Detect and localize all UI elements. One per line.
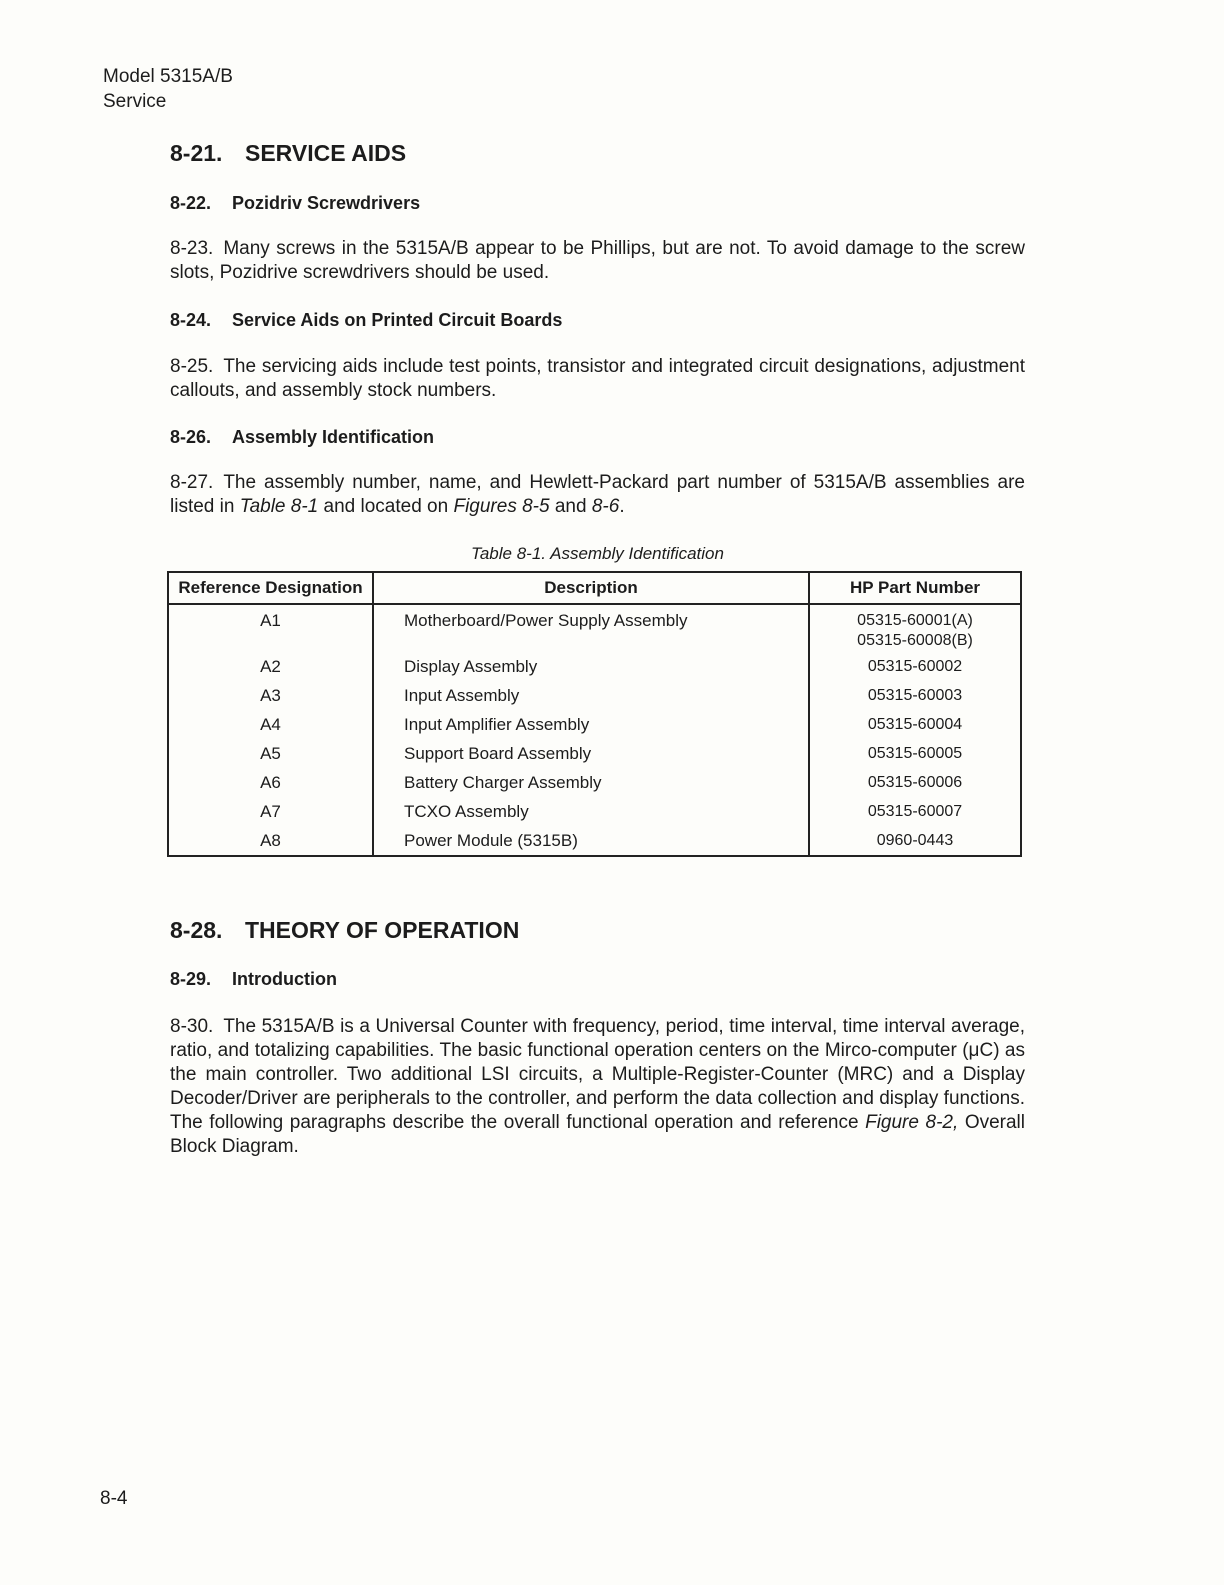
col-header-ref: Reference Designation [168,572,373,604]
cell-part: 0960-0443 [809,831,1021,856]
cell-ref: A6 [168,773,373,802]
table-row [168,831,1021,856]
table-row [168,657,1021,686]
running-header [103,64,233,114]
heading-service-aids-pcb: 8-24. Service Aids on Printed Circuit Boards [170,310,563,330]
heading-pozidriv-screwdrivers: 8-22. Pozidriv Screwdrivers [170,193,421,213]
cell-part: 05315-60006 [809,773,1021,802]
cell-ref: A4 [168,715,373,744]
table-caption: Table 8-1. Assembly Identification [471,544,724,563]
assembly-table [167,571,1022,857]
figure-reference: Figures 8-5 [453,496,550,517]
table-reference: Table 8-1 [239,496,319,517]
table-header-row [168,572,1021,604]
cell-desc: Input Assembly [373,686,809,715]
paragraph-8-25: 8-25. The servicing aids include test points, transistor and integrated circuit designations, adjustment callouts, and assembly stock numbers. [170,356,1025,401]
table-row [168,686,1021,715]
figure-reference: Figure 8-2, [865,1112,959,1133]
cell-part: 05315-60007 [809,802,1021,831]
cell-desc: Motherboard/Power Supply Assembly [373,604,809,657]
cell-part: 05315-60005 [809,744,1021,773]
cell-ref: A8 [168,831,373,856]
heading-assembly-identification: 8-26. Assembly Identification [170,427,435,447]
cell-part: 05315-60001(A) 05315-60008(B) [809,604,1021,657]
cell-ref: A1 [168,604,373,657]
cell-desc: Battery Charger Assembly [373,773,809,802]
table-row [168,604,1021,657]
table-row [168,773,1021,802]
cell-part: 05315-60004 [809,715,1021,744]
page-number: 8-4 [100,1488,128,1509]
col-header-part: HP Part Number [809,572,1021,604]
cell-ref: A5 [168,744,373,773]
heading-service-aids: 8-21. SERVICE AIDS [170,140,407,166]
cell-part: 05315-60003 [809,686,1021,715]
col-header-desc: Description [373,572,809,604]
paragraph-8-30: 8-30. The 5315A/B is a Universal Counter with frequency, period, time interval, time interval average, ratio, and totalizing capabilities. The basic functional operation centers on the Mirco-computer (μC) as the main controller. Two additional LSI circuits, a Multiple-Register-Counter (MRC) and a Display Decoder/Driver are peripherals to the controller, and perform the data collection and display functions. The following paragraphs describe the overall functional operation and reference Figure 8-2, Overall Block Diagram. [170,1016,1025,1157]
model-label: Model 5315A/B [103,66,233,87]
cell-part: 05315-60002 [809,657,1021,686]
section-label: Service [103,91,167,112]
cell-ref: A2 [168,657,373,686]
cell-desc: Display Assembly [373,657,809,686]
heading-introduction: 8-29. Introduction [170,969,337,989]
cell-desc: Support Board Assembly [373,744,809,773]
paragraph-8-27: 8-27. The assembly number, name, and Hewlett-Packard part number of 5315A/B assemblies are listed in Table 8-1 and located on Figures 8-5 and 8-6. [170,472,1025,517]
cell-ref: A3 [168,686,373,715]
paragraph-8-23: 8-23. Many screws in the 5315A/B appear to be Phillips, but are not. To avoid damage to the screw slots, Pozidrive screwdrivers should be used. [170,238,1025,283]
table-row [168,802,1021,831]
cell-desc: Input Amplifier Assembly [373,715,809,744]
figure-reference: 8-6 [591,496,620,517]
heading-theory-of-operation: 8-28. THEORY OF OPERATION [170,917,520,943]
cell-desc: TCXO Assembly [373,802,809,831]
table-row [168,744,1021,773]
table-row [168,715,1021,744]
cell-ref: A7 [168,802,373,831]
cell-desc: Power Module (5315B) [373,831,809,856]
